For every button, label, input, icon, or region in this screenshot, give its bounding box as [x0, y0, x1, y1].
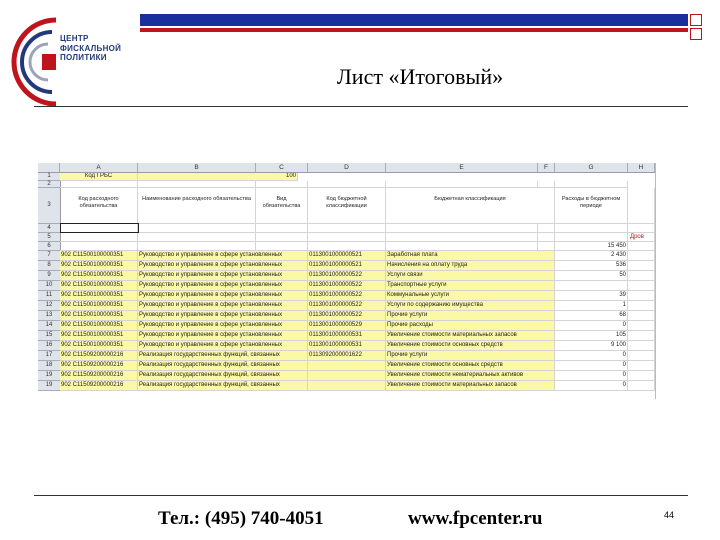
cell-expense-name[interactable]: Реализация государственных функций, связанных — [138, 361, 308, 371]
cell-budget-class[interactable]: Увеличение стоимости материальных запасов — [386, 331, 555, 341]
cell-expense-amount[interactable]: 0 — [555, 381, 628, 391]
cell-empty[interactable] — [256, 242, 308, 251]
cell-expense-name[interactable]: Реализация государственных функций, связанных — [138, 381, 308, 391]
cell-empty[interactable] — [628, 371, 655, 381]
top-bar-red — [140, 28, 688, 32]
cell-empty[interactable] — [628, 311, 655, 321]
cell-expense-amount[interactable]: 0 — [555, 371, 628, 381]
cell-empty[interactable] — [628, 261, 655, 271]
logo — [8, 14, 122, 110]
cell-expense-code[interactable]: 902 С11500100000351 — [60, 281, 138, 291]
cell-expense-code[interactable]: 902 С11500100000351 — [60, 271, 138, 281]
cell-empty[interactable] — [386, 242, 538, 251]
cell-empty[interactable] — [60, 242, 138, 251]
header-expenses-period[interactable]: Расходы в бюджетном периоде — [555, 188, 628, 224]
cell-expense-name[interactable]: Руководство и управление в сфере установленных — [138, 311, 308, 321]
row-header[interactable]: 8 — [38, 261, 61, 271]
title-divider — [34, 106, 688, 107]
row-header[interactable]: 14 — [38, 321, 61, 331]
row-header[interactable]: 6 — [38, 242, 61, 251]
cell-empty[interactable] — [555, 233, 628, 242]
cell-expense-code[interactable]: 902 С11500100000351 — [60, 331, 138, 341]
cell-expense-code[interactable]: 902 С11500100000351 — [60, 321, 138, 331]
footer-divider — [34, 495, 688, 496]
cell-empty[interactable] — [628, 331, 655, 341]
cell-expense-amount[interactable]: 68 — [555, 311, 628, 321]
cell-budget-code[interactable]: 0113092000001622 — [308, 351, 386, 361]
cell-expense-name[interactable]: Руководство и управление в сфере установленных — [138, 331, 308, 341]
select-all-corner[interactable] — [38, 163, 60, 173]
logo-text — [60, 34, 121, 63]
cell-empty[interactable] — [308, 242, 386, 251]
cell-expense-code[interactable]: 902 С11509200000216 — [60, 371, 138, 381]
cell-budget-code[interactable] — [308, 381, 386, 391]
cell-empty[interactable] — [386, 181, 538, 188]
logo-emblem-icon — [8, 14, 68, 110]
corner-square-bottom — [690, 28, 702, 40]
cell-budget-class[interactable]: Прочие расходы — [386, 321, 555, 331]
logo-line-2: ФИСКАЛЬНОЙ — [60, 43, 122, 53]
top-bar-blue — [140, 14, 688, 26]
column-header[interactable]: C — [256, 163, 308, 173]
cell-expense-amount[interactable]: 0 — [555, 351, 628, 361]
cell-grbs-label[interactable]: Код ГРБС — [60, 173, 138, 181]
logo-line-1: ЦЕНТР — [60, 34, 89, 43]
logo-line-3: ПОЛИТИКИ — [60, 53, 107, 62]
cell-expense-amount[interactable]: 536 — [555, 261, 628, 271]
footer-phone: Тел.: (495) 740-4051 — [158, 508, 324, 529]
cell-budget-class[interactable]: Увеличение стоимости нематериальных активов — [386, 371, 555, 381]
cell-budget-class[interactable]: Заработная плата — [386, 251, 555, 261]
cell-empty[interactable] — [256, 224, 308, 233]
slide-title: Лист «Итоговый» — [336, 64, 504, 89]
cell-expense-name[interactable]: Руководство и управление в сфере установленных — [138, 291, 308, 301]
cell-expense-code[interactable]: 902 С11500100000351 — [60, 341, 138, 351]
column-header[interactable]: H — [628, 163, 655, 173]
header-budget-code[interactable]: Код бюджетной классификации — [308, 188, 386, 224]
cell-budget-code[interactable]: 0113001000000531 — [308, 341, 386, 351]
column-header[interactable]: F — [538, 163, 555, 173]
active-cell-selection — [60, 223, 139, 233]
spreadsheet — [38, 163, 656, 399]
cell-empty[interactable] — [538, 233, 555, 242]
row-header[interactable]: 3 — [38, 188, 61, 224]
cell-empty[interactable] — [628, 351, 655, 361]
header-obligation-type[interactable]: Вид обязательства — [256, 188, 308, 224]
cell-expense-amount[interactable]: 0 — [555, 361, 628, 371]
cell-expense-amount[interactable]: 1 — [555, 301, 628, 311]
side-note-text: Дров — [630, 234, 644, 240]
header-budget-classification[interactable]: Бюджетная классификация — [386, 188, 555, 224]
cell-empty[interactable] — [538, 224, 555, 233]
cell-empty[interactable] — [628, 321, 655, 331]
cell-empty[interactable] — [628, 251, 655, 261]
footer-website[interactable]: www.fpcenter.ru — [408, 508, 543, 529]
row-header[interactable]: 9 — [38, 271, 61, 281]
row-header[interactable]: 19 — [38, 381, 61, 391]
cell-expense-amount[interactable]: 9 100 — [555, 341, 628, 351]
cell-expense-code[interactable]: 902 С11500100000351 — [60, 311, 138, 321]
column-header[interactable]: B — [138, 163, 256, 173]
row-header[interactable]: 12 — [38, 301, 61, 311]
cell-empty[interactable] — [138, 181, 256, 188]
corner-square-top — [690, 14, 702, 26]
cell-expense-amount[interactable]: 0 — [555, 321, 628, 331]
header-expense-name[interactable]: Наименование расходного обязательства — [138, 188, 256, 224]
cell-empty[interactable] — [308, 181, 386, 188]
cell-budget-class[interactable]: Прочие услуги — [386, 351, 555, 361]
row-header[interactable]: 2 — [38, 181, 61, 188]
cell-empty[interactable] — [628, 341, 655, 351]
cell-empty[interactable] — [138, 224, 256, 233]
cell-budget-code[interactable] — [308, 361, 386, 371]
cell-empty[interactable] — [138, 233, 256, 242]
cell-empty[interactable] — [628, 281, 655, 291]
cell-empty[interactable] — [628, 188, 655, 224]
cell-budget-class[interactable]: Увеличение стоимости основных средств — [386, 341, 555, 351]
cell-expense-code[interactable]: 902 С11500100000351 — [60, 291, 138, 301]
row-header[interactable]: 5 — [38, 233, 61, 242]
cell-expense-name[interactable]: Реализация государственных функций, связанных — [138, 371, 308, 381]
cell-empty[interactable] — [628, 242, 655, 251]
cell-empty[interactable] — [538, 181, 555, 188]
cell-expense-code[interactable]: 902 С11500100000351 — [60, 251, 138, 261]
cell-empty[interactable] — [555, 224, 628, 233]
cell-expense-code[interactable]: 902 С11509200000216 — [60, 351, 138, 361]
cell-expense-code[interactable]: 902 С11509200000216 — [60, 361, 138, 371]
row-header[interactable]: 11 — [38, 291, 61, 301]
column-header[interactable]: G — [555, 163, 628, 173]
cell-expense-amount[interactable]: 39 — [555, 291, 628, 301]
cell-budget-code[interactable]: 0113001000000522 — [308, 281, 386, 291]
cell-budget-code[interactable]: 0113001000000522 — [308, 311, 386, 321]
cell-budget-code[interactable] — [308, 371, 386, 381]
cell-expense-name[interactable]: Реализация государственных функций, связанных — [138, 351, 308, 361]
cell-expense-name[interactable]: Руководство и управление в сфере установленных — [138, 261, 308, 271]
row-header[interactable]: 13 — [38, 311, 61, 321]
row-header[interactable]: 19 — [38, 371, 61, 381]
cell-empty[interactable] — [386, 233, 538, 242]
cell-expense-amount[interactable]: 50 — [555, 271, 628, 281]
cell-budget-code[interactable]: 0113001000000529 — [308, 321, 386, 331]
cell-expense-code[interactable]: 902 С11500100000351 — [60, 261, 138, 271]
cell-expense-amount[interactable] — [555, 281, 628, 291]
cell-empty[interactable] — [138, 242, 256, 251]
cell-budget-class[interactable]: Коммунальные услуги — [386, 291, 555, 301]
cell-empty[interactable] — [628, 381, 655, 391]
cell-empty[interactable] — [538, 242, 555, 251]
column-header[interactable]: E — [386, 163, 538, 173]
cell-expense-name[interactable]: Руководство и управление в сфере установленных — [138, 271, 308, 281]
cell-total[interactable]: 15 450 — [555, 242, 628, 251]
cell-budget-class[interactable]: Транспортные услуги — [386, 281, 555, 291]
cell-budget-code[interactable]: 0113001000000522 — [308, 301, 386, 311]
cell-budget-class[interactable]: Начисления на оплату труда — [386, 261, 555, 271]
cell-empty[interactable] — [256, 181, 308, 188]
cell-empty[interactable] — [386, 224, 538, 233]
cell-budget-class[interactable]: Увеличение стоимости материальных запасов — [386, 381, 555, 391]
cell-budget-code[interactable]: 0113001000000531 — [308, 331, 386, 341]
cell-expense-name[interactable]: Руководство и управление в сфере установленных — [138, 321, 308, 331]
header-expense-code[interactable]: Код расходного обязательства — [60, 188, 138, 224]
cell-budget-class[interactable]: Увеличение стоимости основных средств — [386, 361, 555, 371]
cell-empty[interactable] — [60, 233, 138, 242]
cell-empty[interactable] — [628, 271, 655, 281]
cell-empty[interactable] — [628, 361, 655, 371]
cell-expense-amount[interactable]: 2 430 — [555, 251, 628, 261]
row-header[interactable]: 1 — [38, 173, 61, 181]
page-number: 44 — [664, 510, 675, 520]
cell-expense-name[interactable]: Руководство и управление в сфере установленных — [138, 281, 308, 291]
cell-budget-class[interactable]: Услуги по содержанию имущества — [386, 301, 555, 311]
cell-budget-class[interactable]: Услуги связи — [386, 271, 555, 281]
cell-empty[interactable] — [60, 181, 138, 188]
column-header[interactable]: A — [60, 163, 138, 173]
cell-expense-code[interactable]: 902 С11509200000216 — [60, 381, 138, 391]
cell-empty[interactable] — [308, 224, 386, 233]
cell-empty[interactable] — [628, 301, 655, 311]
cell-budget-class[interactable]: Прочие услуги — [386, 311, 555, 321]
row-header[interactable]: 10 — [38, 281, 61, 291]
row-header[interactable]: 18 — [38, 361, 61, 371]
cell-empty[interactable] — [256, 233, 308, 242]
column-header[interactable]: D — [308, 163, 386, 173]
row-header[interactable]: 7 — [38, 251, 61, 261]
row-header[interactable]: 17 — [38, 351, 61, 361]
cell-budget-code[interactable]: 0113001000000521 — [308, 261, 386, 271]
cell-budget-code[interactable]: 0113001000000522 — [308, 271, 386, 281]
cell-budget-code[interactable]: 0113001000000521 — [308, 251, 386, 261]
cell-expense-name[interactable]: Руководство и управление в сфере установленных — [138, 341, 308, 351]
cell-empty[interactable] — [628, 291, 655, 301]
row-header[interactable]: 15 — [38, 331, 61, 341]
cell-budget-code[interactable]: 0113001000000522 — [308, 291, 386, 301]
cell-empty[interactable] — [555, 181, 628, 188]
row-header[interactable]: 16 — [38, 341, 61, 351]
cell-expense-amount[interactable]: 105 — [555, 331, 628, 341]
cell-expense-name[interactable]: Руководство и управление в сфере установленных — [138, 251, 308, 261]
cell-expense-name[interactable]: Руководство и управление в сфере установленных — [138, 301, 308, 311]
cell-grbs-value[interactable]: 100 — [138, 173, 298, 181]
cell-empty[interactable] — [628, 224, 655, 233]
cell-empty[interactable] — [308, 233, 386, 242]
cell-expense-code[interactable]: 902 С11500100000351 — [60, 301, 138, 311]
row-header[interactable]: 4 — [38, 224, 61, 233]
